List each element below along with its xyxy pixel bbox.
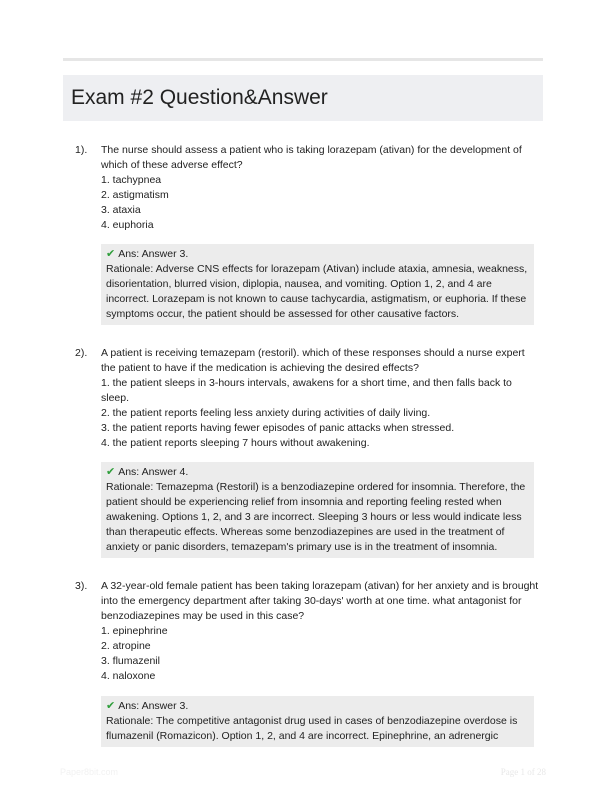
rationale: Rationale: Adverse CNS effects for lorazepam (Ativan) include ataxia, amnesia, weakness, disorientation, blurred vision, diplopia, nausea, and vomiting. Option 1, 2, and 4 are incorrect. Lorazepam is not known to cause tachycardia, astigmatism, or euphoria. If these symptoms occur, the patient should be assessed for other causative factors.	[106, 263, 528, 320]
option: 1. the patient sleeps in 3-hours intervals, awakens for a short time, and then falls back to sleep.	[101, 377, 512, 404]
page-number: Page 1 of 28	[500, 767, 546, 777]
check-icon: ✔	[106, 248, 116, 260]
answer-label: Ans: Answer 3.	[118, 700, 189, 712]
answer-label: Ans: Answer 4.	[118, 466, 189, 478]
option: 2. atropine	[101, 640, 151, 652]
option: 3. flumazenil	[101, 655, 160, 667]
question-body	[101, 143, 539, 233]
check-icon: ✔	[106, 700, 116, 712]
option: 1. tachypnea	[101, 174, 162, 186]
option: 4. euphoria	[101, 219, 154, 231]
answer-box-3	[101, 696, 534, 747]
question-body	[101, 579, 539, 684]
question-stem: A 32-year-old female patient has been taking lorazepam (ativan) for her anxiety and is brought into the emergency department after taking 30-days' worth at one time. what antagonist for benzodiazepines may be used in this case?	[101, 580, 539, 622]
page-title: Exam #2 Question&Answer	[71, 86, 328, 109]
option: 4. the patient reports sleeping 7 hours without awakening.	[101, 437, 370, 449]
option: 3. ataxia	[101, 204, 141, 216]
option: 4. naloxone	[101, 670, 156, 682]
option: 2. the patient reports feeling less anxiety during activities of daily living.	[101, 407, 431, 419]
answer-box-1	[101, 244, 534, 325]
answer-box-2	[101, 462, 534, 558]
question-number: 3).	[75, 580, 88, 592]
option: 1. epinephrine	[101, 625, 168, 637]
question-stem: A patient is receiving temazepam (restoril). which of these responses should a nurse expert the patient to have if the medication is achieving the desired effects?	[101, 347, 525, 374]
question-number: 1).	[75, 144, 88, 156]
rationale: Rationale: The competitive antagonist drug used in cases of benzodiazepine overdose is flumazenil (Romazicon). Option 1, 2, and 4 are incorrect. Epinephrine, an adrenergic	[106, 715, 518, 742]
rationale: Rationale: Temazepma (Restoril) is a benzodiazepine ordered for insomnia. Therefore, the patient should be experiencing relief from insomnia and reporting feeling rested when awakening. Options 1, 2, and 3 are incorrect. Sleeping 3 hours or less would indicate less than therapeutic effects. Whereas some benzodiazepines are used in the treatment of anxiety or panic disorders, temazepam's primary use is in the treatment of insomnia.	[106, 481, 526, 553]
answer-label: Ans: Answer 3.	[118, 248, 189, 260]
title-bar	[63, 75, 543, 121]
option: 2. astigmatism	[101, 189, 169, 201]
check-icon: ✔	[106, 466, 116, 478]
top-divider	[63, 58, 543, 61]
question-number: 2).	[75, 347, 88, 359]
footer-watermark: Paper8bit.com	[60, 767, 119, 777]
question-body	[101, 346, 539, 451]
option: 3. the patient reports having fewer episodes of panic attacks when stressed.	[101, 422, 455, 434]
question-stem: The nurse should assess a patient who is taking lorazepam (ativan) for the development of which of these adverse effect?	[101, 144, 522, 171]
